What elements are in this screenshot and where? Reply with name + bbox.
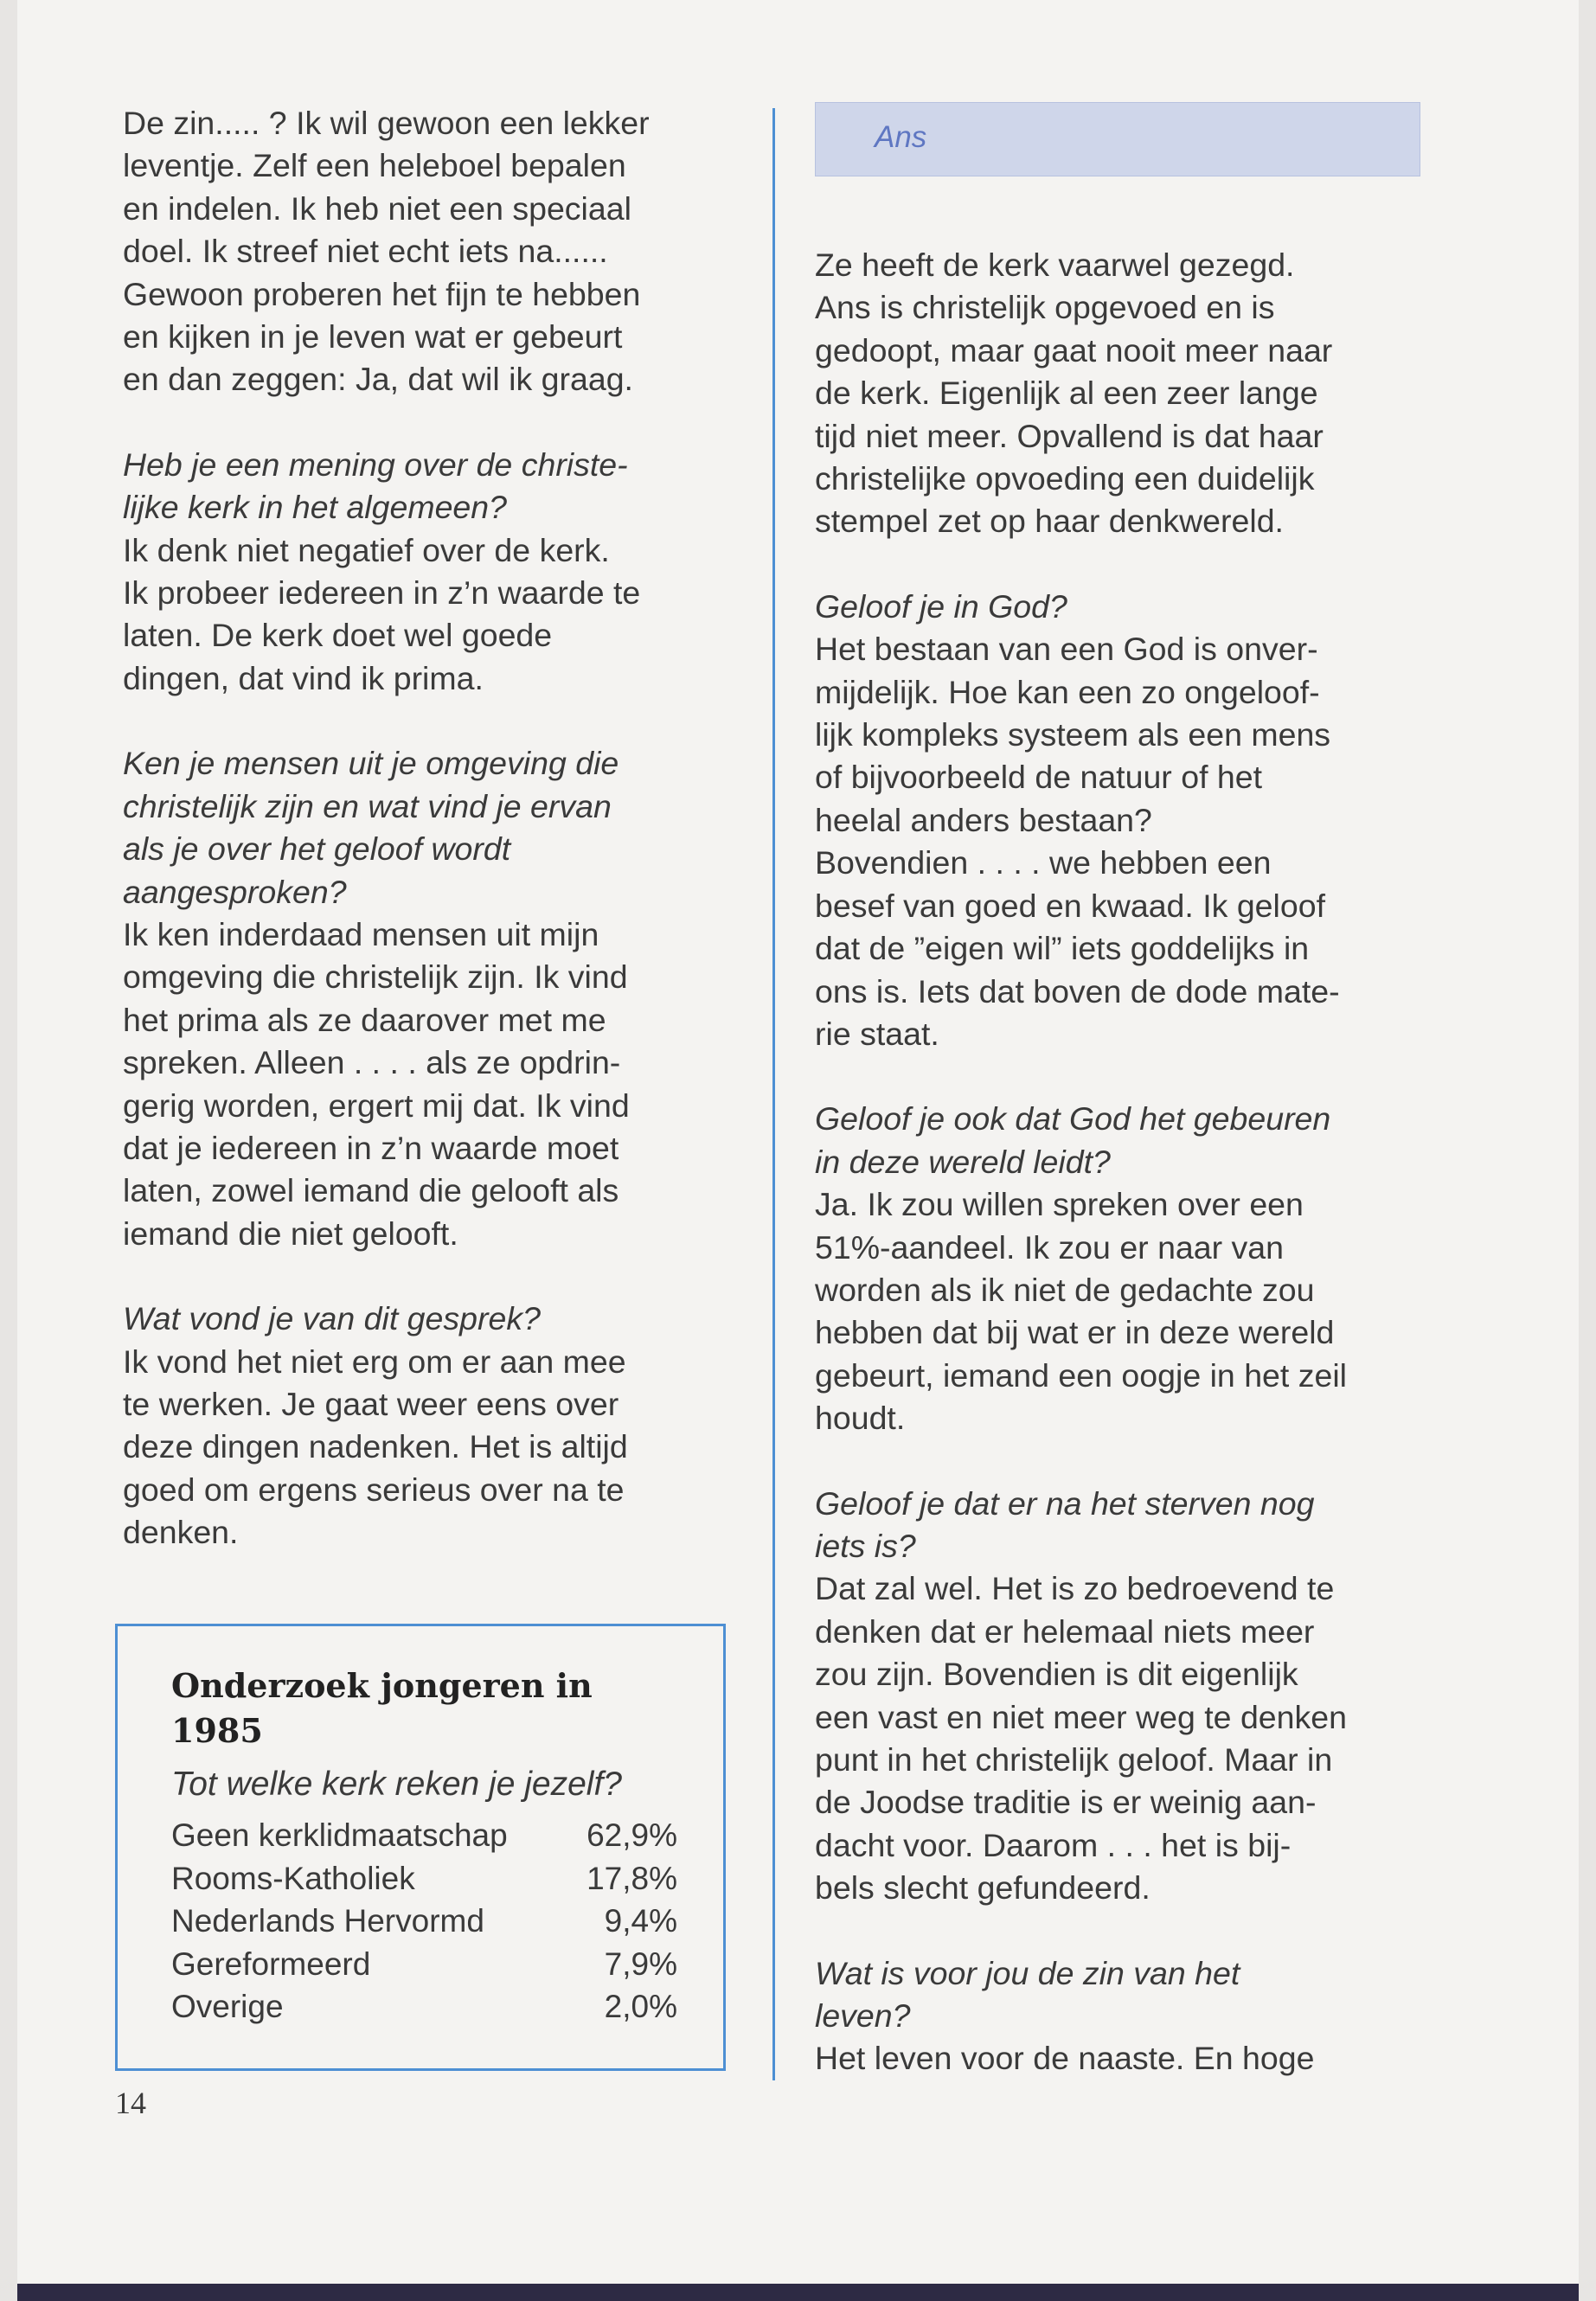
qa-block	[123, 444, 741, 700]
text-line: Ik probeer iedereen in z’n waarde te	[123, 574, 641, 612]
text-line: lijk kompleks systeem als een mens	[815, 716, 1331, 753]
text-line: tijd niet meer. Opvallend is dat haar	[815, 417, 1324, 454]
text-line: 51%-aandeel. Ik zou er naar van	[815, 1228, 1285, 1266]
text-line: of bijvoorbeeld de natuur of het	[815, 759, 1263, 796]
text-line: punt in het christelijk geloof. Maar in	[815, 1741, 1333, 1778]
church-label: Rooms-Katholiek	[171, 1860, 415, 1896]
text-line: de Joodse traditie is er weinig aan-	[815, 1784, 1317, 1821]
survey-row	[171, 1943, 677, 1986]
text-line: denken.	[123, 1514, 239, 1551]
text-block	[815, 244, 1433, 543]
qa-block	[815, 1952, 1433, 2080]
left-column	[123, 102, 741, 1554]
text-line: hebben dat bij wat er in deze wereld	[815, 1314, 1335, 1351]
interview-answer	[123, 529, 741, 701]
text-line: heelal anders bestaan?	[815, 801, 1152, 838]
survey-row	[171, 1814, 677, 1857]
survey-title-line: 1985	[171, 1711, 263, 1750]
text-line: lijke kerk in het algemeen?	[123, 489, 507, 526]
text-line: doel. Ik streef niet echt iets na......	[123, 233, 608, 270]
text-line: bels slecht gefundeerd.	[815, 1869, 1151, 1907]
percentage-value: 2,0%	[604, 1989, 677, 2024]
interview-question	[815, 1098, 1433, 1183]
page-number: 14	[115, 2086, 146, 2120]
text-line: een vast en niet meer weg te denken	[815, 1698, 1347, 1735]
text-line: Wat vond je van dit gesprek?	[123, 1300, 541, 1337]
text-line: iemand die niet gelooft.	[123, 1215, 458, 1252]
survey-row	[171, 1900, 677, 1943]
text-line: gedoopt, maar gaat nooit meer naar	[815, 331, 1333, 369]
interview-answer	[123, 102, 741, 401]
text-line: Gewoon proberen het fijn te hebben	[123, 275, 641, 312]
text-line: en indelen. Ik heb niet een speciaal	[123, 189, 631, 227]
text-line: dingen, dat vind ik prima.	[123, 659, 484, 696]
column-divider	[772, 108, 775, 2080]
text-line: deze dingen nadenken. Het is altijd	[123, 1428, 628, 1465]
text-line: laten. De kerk doet wel goede	[123, 617, 553, 654]
text-line: dat je iedereen in z’n waarde moet	[123, 1129, 619, 1166]
text-line: Ken je mensen uit je omgeving die	[123, 745, 619, 782]
text-line: als je over het geloof wordt	[123, 830, 511, 868]
text-line: spreken. Alleen . . . . als ze opdrin-	[123, 1044, 621, 1081]
interview-answer	[815, 628, 1433, 1055]
interview-question	[815, 1952, 1433, 2038]
text-line: in deze wereld leidt?	[815, 1143, 1111, 1180]
text-line: Dat zal wel. Het is zo bedroevend te	[815, 1570, 1335, 1607]
right-column-text	[815, 244, 1433, 2080]
text-line: Wat is voor jou de zin van het	[815, 1954, 1240, 1991]
text-line: ons is. Iets dat boven de dode mate-	[815, 972, 1340, 1009]
interview-question	[123, 444, 741, 529]
right-column	[815, 102, 1433, 2080]
percentage-value: 17,8%	[586, 1860, 677, 1896]
text-line: besef van goed en kwaad. Ik geloof	[815, 887, 1326, 924]
qa-block	[815, 1098, 1433, 1439]
percentage-value: 9,4%	[604, 1903, 677, 1939]
percentage-value: 7,9%	[604, 1945, 677, 1982]
text-line: gebeurt, iemand een oogje in het zeil	[815, 1356, 1348, 1394]
text-line: zou zijn. Bovendien is dit eigenlijk	[815, 1656, 1298, 1693]
survey-title	[171, 1663, 723, 1753]
text-line: Het leven voor de naaste. En hoge	[815, 2040, 1315, 2077]
interview-answer	[815, 244, 1433, 543]
text-line: dacht voor. Daarom . . . het is bij-	[815, 1826, 1292, 1863]
survey-stats	[171, 1814, 723, 2029]
text-line: laten, zowel iemand die gelooft als	[123, 1172, 619, 1209]
text-line: Heb je een mening over de christe-	[123, 445, 628, 483]
page-bottom-edge	[17, 2284, 1579, 2301]
interviewee-header	[815, 102, 1420, 176]
survey-row	[171, 1985, 677, 2029]
text-line: christelijke opvoeding een duidelijk	[815, 460, 1315, 497]
text-line: dat de ”eigen wil” iets goddelijks in	[815, 930, 1310, 967]
text-line: leven?	[815, 1997, 911, 2035]
qa-block	[815, 1483, 1433, 1910]
text-line: denken dat er helemaal niets meer	[815, 1612, 1315, 1650]
text-line: worden als ik niet de gedachte zou	[815, 1271, 1315, 1308]
text-line: Het bestaan van een God is onver-	[815, 631, 1318, 668]
text-line: houdt.	[815, 1400, 906, 1437]
text-line: Ans is christelijk opgevoed en is	[815, 289, 1275, 326]
interview-answer	[815, 1183, 1433, 1439]
qa-block	[123, 742, 741, 1255]
interview-answer	[123, 913, 741, 1255]
text-line: rie staat.	[815, 1015, 939, 1052]
text-line: Bovendien . . . . we hebben een	[815, 844, 1272, 881]
text-line: iets is?	[815, 1527, 916, 1564]
text-line: Ik vond het niet erg om er aan mee	[123, 1343, 626, 1380]
text-line: De zin..... ? Ik wil gewoon een lekker	[123, 105, 650, 141]
text-line: christelijk zijn en wat vind je ervan	[123, 787, 612, 824]
text-line: stempel zet op haar denkwereld.	[815, 503, 1284, 540]
qa-block	[815, 586, 1433, 1055]
survey-title-line: Onderzoek jongeren in	[171, 1666, 593, 1705]
survey-question: Tot welke kerk reken je jezelf?	[171, 1766, 622, 1803]
text-line: gerig worden, ergert mij dat. Ik vind	[123, 1086, 630, 1124]
interviewee-name: Ans	[875, 120, 927, 154]
qa-block	[123, 1298, 741, 1554]
church-label: Gereformeerd	[171, 1945, 371, 1982]
text-line: te werken. Je gaat weer eens over	[123, 1385, 619, 1422]
survey-box	[115, 1624, 726, 2071]
text-line: Ik denk niet negatief over de kerk.	[123, 531, 610, 568]
text-line: Geloof je in God?	[815, 587, 1067, 625]
text-line: aangesproken?	[123, 873, 347, 910]
survey-row	[171, 1857, 677, 1900]
text-line: Geloof je dat er na het sterven nog	[815, 1484, 1315, 1522]
text-line: mijdelijk. Hoe kan een zo ongeloof-	[815, 673, 1320, 710]
church-label: Overige	[171, 1989, 284, 2024]
church-label: Geen kerklidmaatschap	[171, 1817, 508, 1853]
text-line: leventje. Zelf een heleboel bepalen	[123, 147, 626, 184]
text-line: omgeving die christelijk zijn. Ik vind	[123, 958, 628, 996]
text-line: en dan zeggen: Ja, dat wil ik graag.	[123, 361, 633, 398]
text-line: Ja. Ik zou willen spreken over een	[815, 1186, 1304, 1223]
interview-question	[815, 586, 1433, 628]
interview-question	[123, 1298, 741, 1340]
percentage-value: 62,9%	[586, 1817, 677, 1853]
text-block	[123, 102, 741, 401]
interview-question	[123, 742, 741, 913]
text-line: de kerk. Eigenlijk al een zeer lange	[815, 375, 1318, 412]
interview-answer	[815, 1567, 1433, 1909]
text-line: het prima als ze daarover met me	[123, 1001, 606, 1038]
text-line: goed om ergens serieus over na te	[123, 1471, 625, 1508]
interview-answer	[123, 1341, 741, 1554]
text-line: Ik ken inderdaad mensen uit mijn	[123, 915, 599, 952]
church-label: Nederlands Hervormd	[171, 1903, 484, 1939]
text-line: Ze heeft de kerk vaarwel gezegd.	[815, 247, 1295, 283]
text-line: en kijken in je leven wat er gebeurt	[123, 318, 623, 356]
interview-answer	[815, 2037, 1433, 2080]
interview-question	[815, 1483, 1433, 1568]
text-line: Geloof je ook dat God het gebeuren	[815, 1100, 1331, 1138]
